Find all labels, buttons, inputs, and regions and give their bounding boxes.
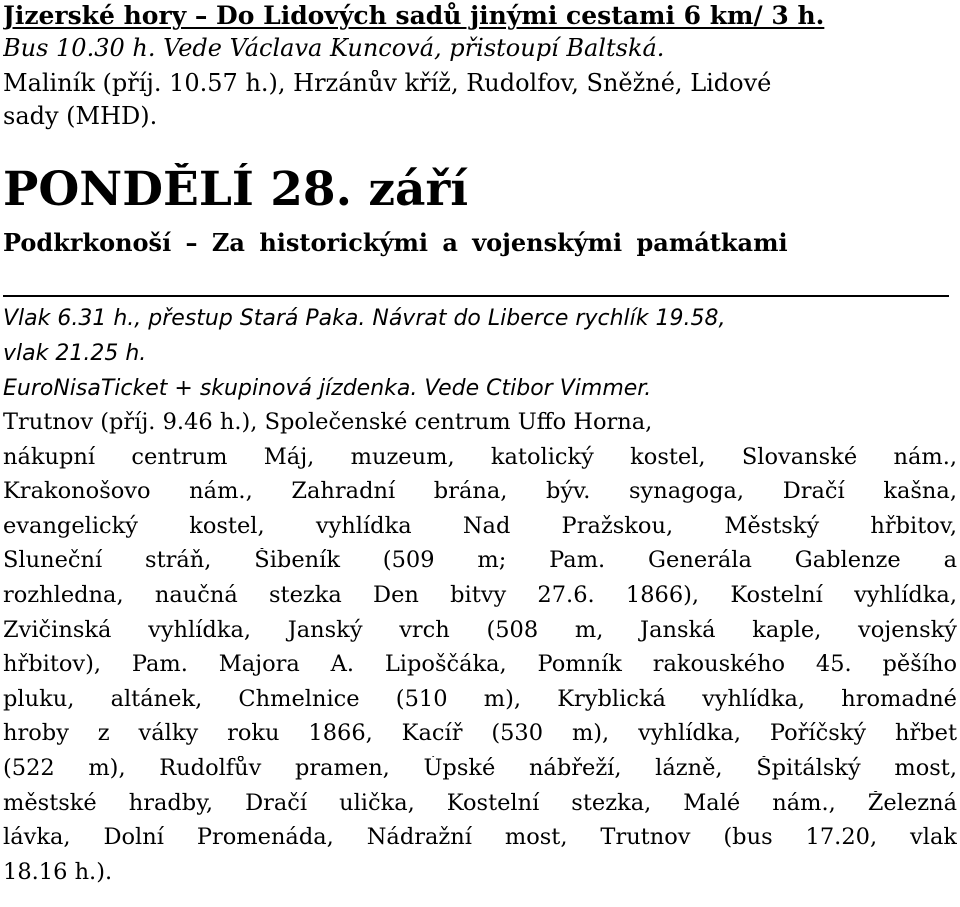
- trip1-transport: Bus 10.30 h. Vede Václava Kuncová, přistoupí Baltská.: [3, 35, 665, 62]
- trip2-transport-line-1: Vlak 6.31 h., přestup Stará Paka. Návrat do Liberce rychlík 19.58,: [3, 306, 726, 331]
- route-line: evangelický kostel, vyhlídka Nad Pražskou, Městský hřbitov,: [3, 513, 957, 539]
- trip2-transport-line-2: vlak 21.25 h.: [3, 341, 147, 366]
- route-line: lávka, Dolní Promenáda, Nádražní most, Trutnov (bus 17.20, vlak: [3, 825, 957, 851]
- route-line: Krakonošovo nám., Zahradní brána, býv. synagoga, Dračí kašna,: [3, 479, 957, 505]
- route-line: nákupní centrum Máj, muzeum, katolický kostel, Slovanské nám.,: [3, 444, 957, 470]
- trip2-ticket-guide: EuroNisaTicket + skupinová jízdenka. Vede Ctibor Vimmer.: [3, 376, 652, 401]
- route-line: (522 m), Rudolfův pramen, Úpské nábřeží, lázně, Špitálský most,: [3, 756, 957, 781]
- trip2-title-underline: [3, 295, 949, 297]
- trip1-header: Jizerské hory – Do Lidových sadů jinými cestami 6 km/ 3 h.: [3, 2, 825, 30]
- route-line: Zvičinská vyhlídka, Janský vrch (508 m, Janská kaple, vojenský: [3, 617, 957, 643]
- route-line: Trutnov (příj. 9.46 h.), Společenské centrum Uffo Horna,: [3, 410, 653, 435]
- route-line: pluku, altánek, Chmelnice (510 m), Kryblická vyhlídka, hromadné: [3, 686, 957, 712]
- trip2-title-line-1: Podkrkonoší – Za historickými a vojenskými památkami: [3, 229, 788, 257]
- route-line: hřbitov), Pam. Majora A. Lipoščáka, Pomník rakouského 45. pěšího: [3, 652, 957, 678]
- route-line: 18.16 h.).: [3, 859, 113, 885]
- trip1-route-line-1: Maliník (příj. 10.57 h.), Hrzánův kříž, Rudolfov, Sněžné, Lidové: [3, 70, 772, 97]
- trip1-route-line-2: sady (MHD).: [3, 103, 158, 130]
- route-line: městské hradby, Dračí ulička, Kostelní stezka, Malé nám., Železná: [3, 790, 957, 816]
- route-line: rozhledna, naučná stezka Den bitvy 27.6. 1866), Kostelní vyhlídka,: [3, 583, 957, 608]
- day-heading: PONDĚLÍ 28. září: [3, 163, 469, 217]
- route-line: Sluneční stráň, Šibeník (509 m; Pam. Generála Gablenze a: [3, 548, 957, 574]
- route-line: hroby z války roku 1866, Kacíř (530 m), vyhlídka, Poříčský hřbet: [3, 721, 957, 747]
